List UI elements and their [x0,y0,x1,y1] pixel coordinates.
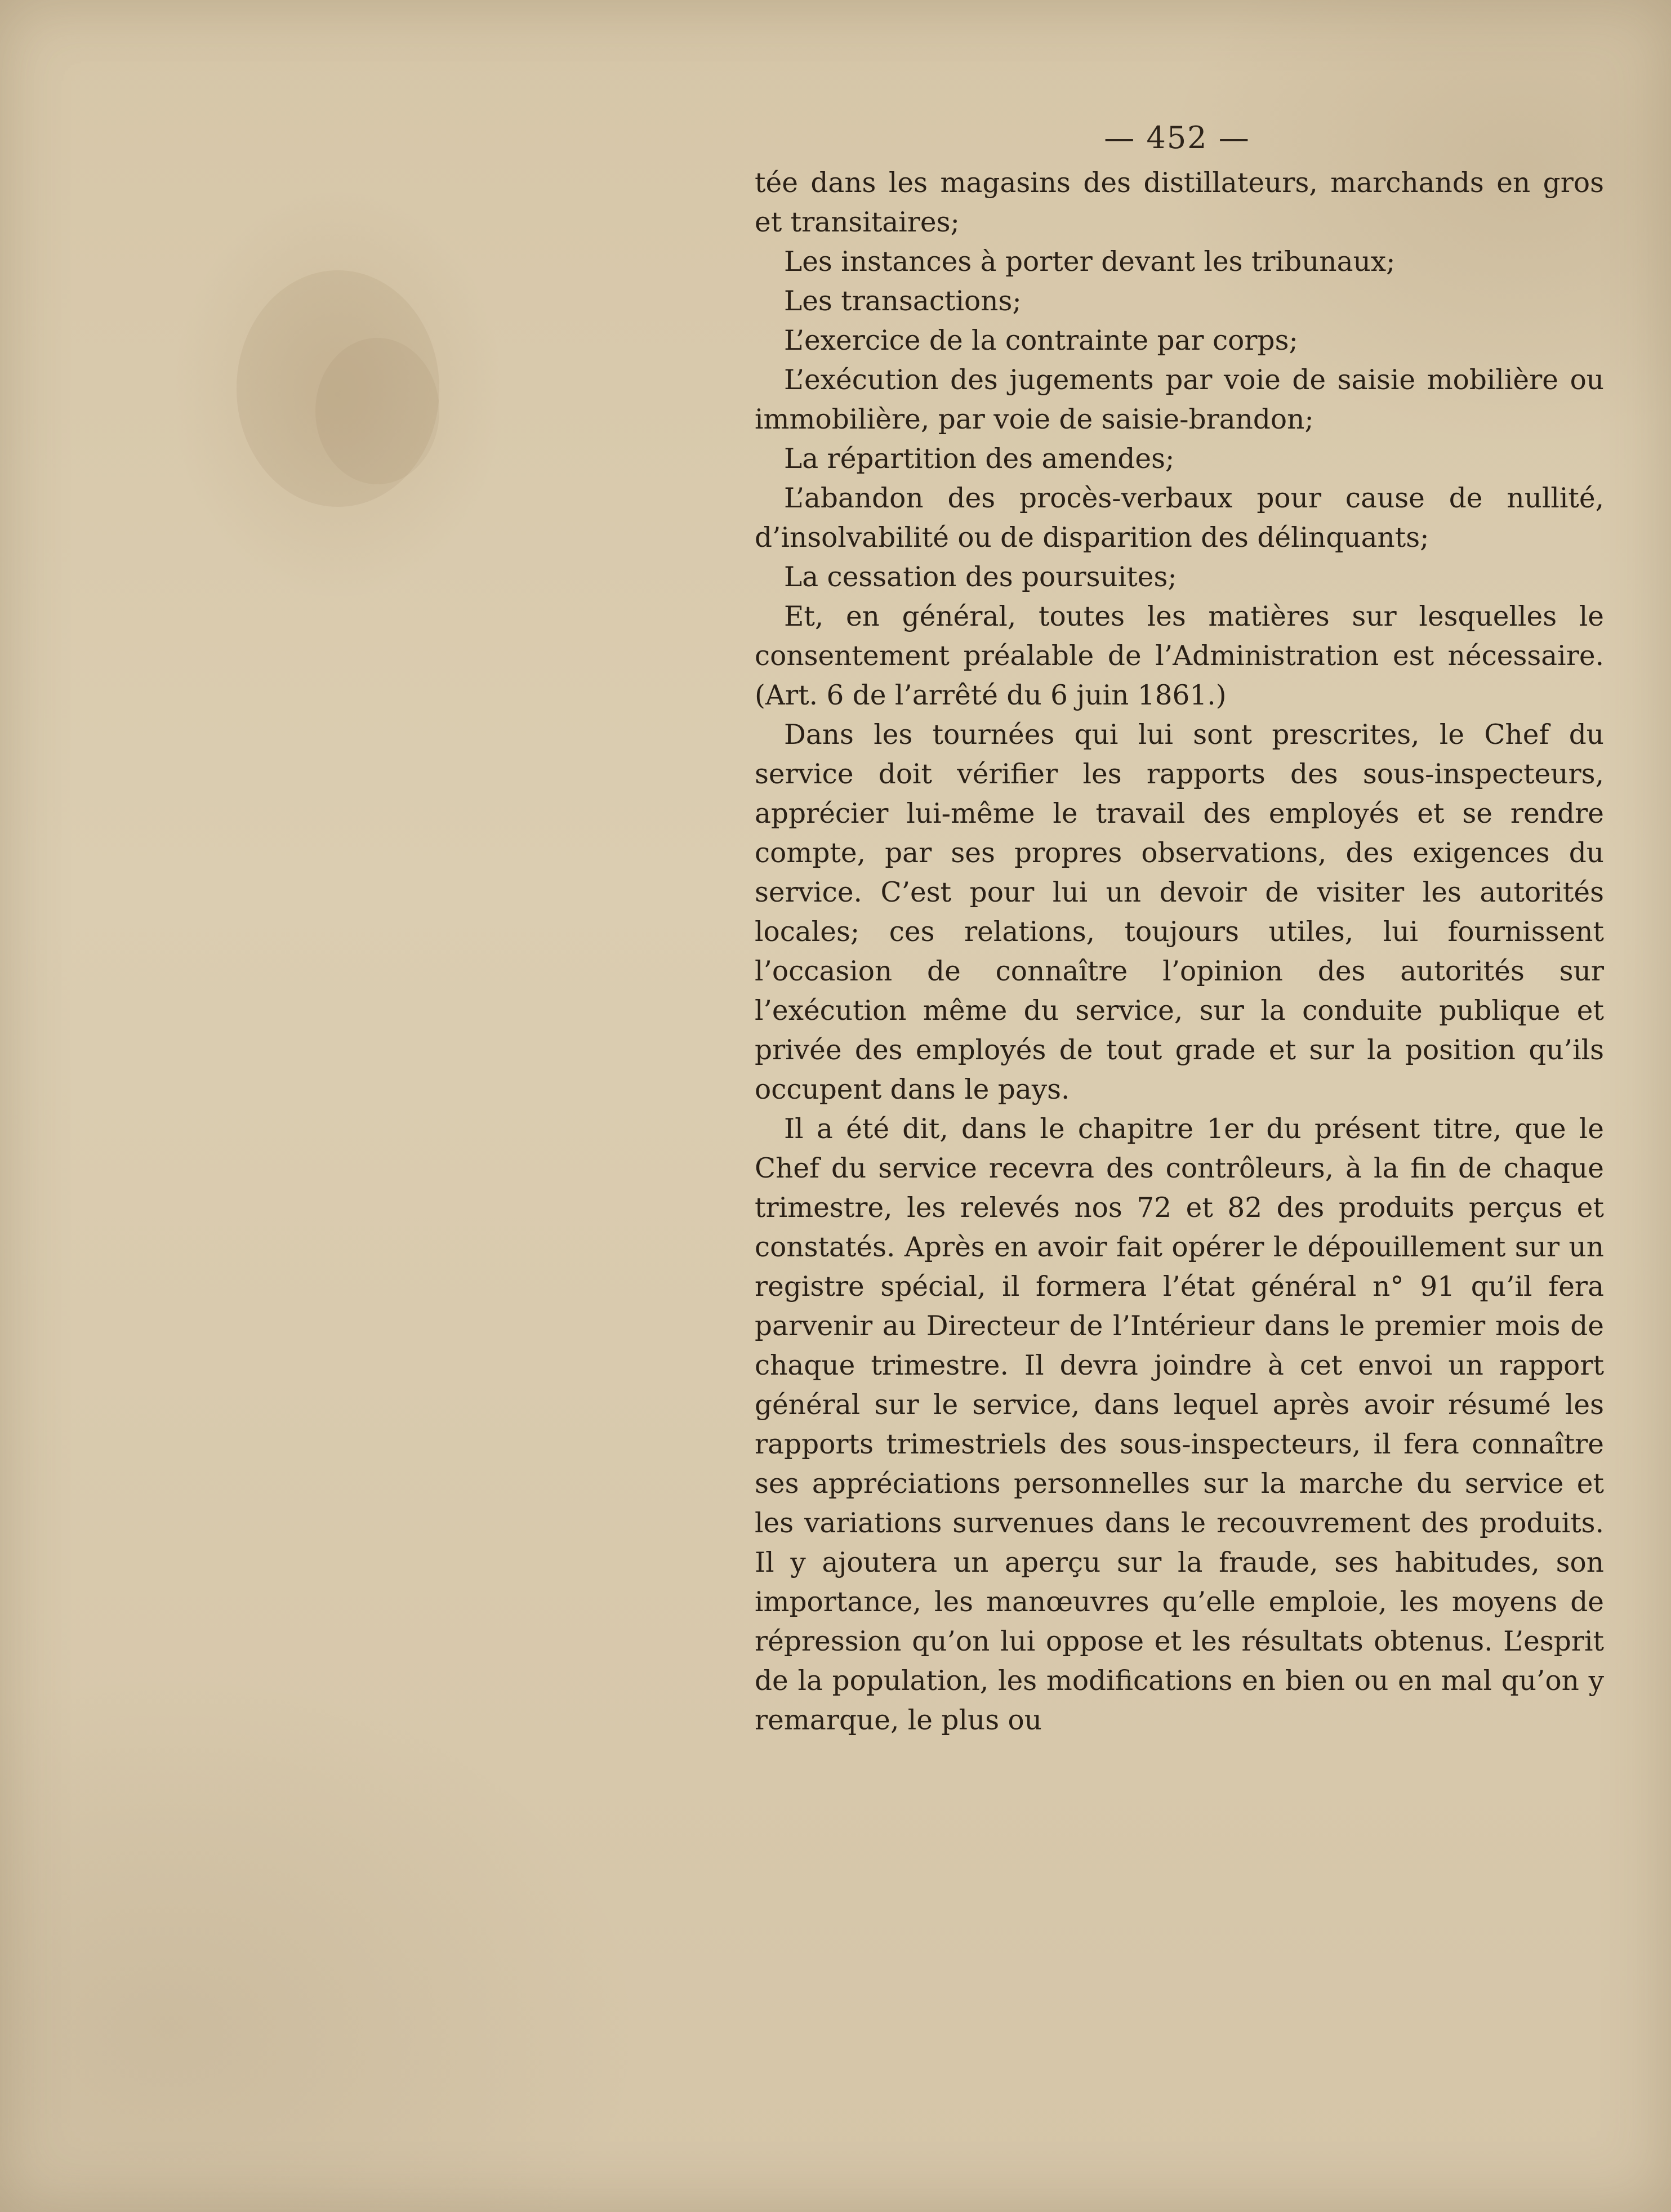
paper-stain [315,338,439,484]
paragraph: Les instances à porter devant les tribunaux; [784,246,1396,278]
body-text [755,163,1604,1740]
paragraph: Il a été dit, dans le chapitre 1er du présent titre, que le Chef du service recevra des contrôleurs, à la fin de chaque trimestre, les relevés nos 72 et 82 des produits perçus et constatés. Après en avoir fait opérer le dépouillement sur un registre spécial, il formera l’état général n° 91 qu’il fera parvenir au Directeur de l’Intérieur dans le premier mois de chaque trimestre. Il devra joindre à cet envoi un rapport général sur le service, dans lequel après avoir résumé les rapports trimestriels des sous-inspecteurs, il fera connaître ses appréciations personnelles sur la marche du service et les variations survenues dans le recouvrement des produits. Il y ajoutera un aperçu sur la fraude, ses habitudes, son importance, les manœuvres qu’elle emploie, les moyens de répression qu’on lui oppose et les résultats obtenus. L’esprit de la population, les modifications en bien ou en mal qu’on y remarque, le plus ou [755,1113,1604,1736]
paragraph: Les transactions; [784,286,1022,317]
paragraph: La cessation des poursuites; [784,561,1177,593]
paragraph: L’exécution des jugements par voie de saisie mobilière ou immobilière, par voie de saisie-brandon; [755,364,1604,435]
paragraph: tée dans les magasins des distillateurs, marchands en gros et transitaires; [755,167,1604,238]
paragraph: L’abandon des procès-verbaux pour cause de nullité, d’insolvabilité ou de disparition des délinquants; [755,483,1604,554]
paragraph: Et, en général, toutes les matières sur lesquelles le consentement préalable de l’Administration est nécessaire. (Art. 6 de l’arrêté du 6 juin 1861.) [755,601,1604,711]
paragraph: La répartition des amendes; [784,443,1175,475]
paragraph: Dans les tournées qui lui sont prescrites, le Chef du service doit vérifier les rapports des sous-inspecteurs, apprécier lui-même le travail des employés et se rendre compte, par ses propres observations, des exigences du service. C’est pour lui un devoir de visiter les autorités locales; ces relations, toujours utiles, lui fournissent l’occasion de connaître l’opinion des autorités sur l’exécution même du service, sur la conduite publique et privée des employés de tout grade et sur la position qu’ils occupent dans le pays. [755,719,1604,1105]
page-number: — 452 — [1104,120,1250,155]
paragraph: L’exercice de la contrainte par corps; [784,325,1298,356]
